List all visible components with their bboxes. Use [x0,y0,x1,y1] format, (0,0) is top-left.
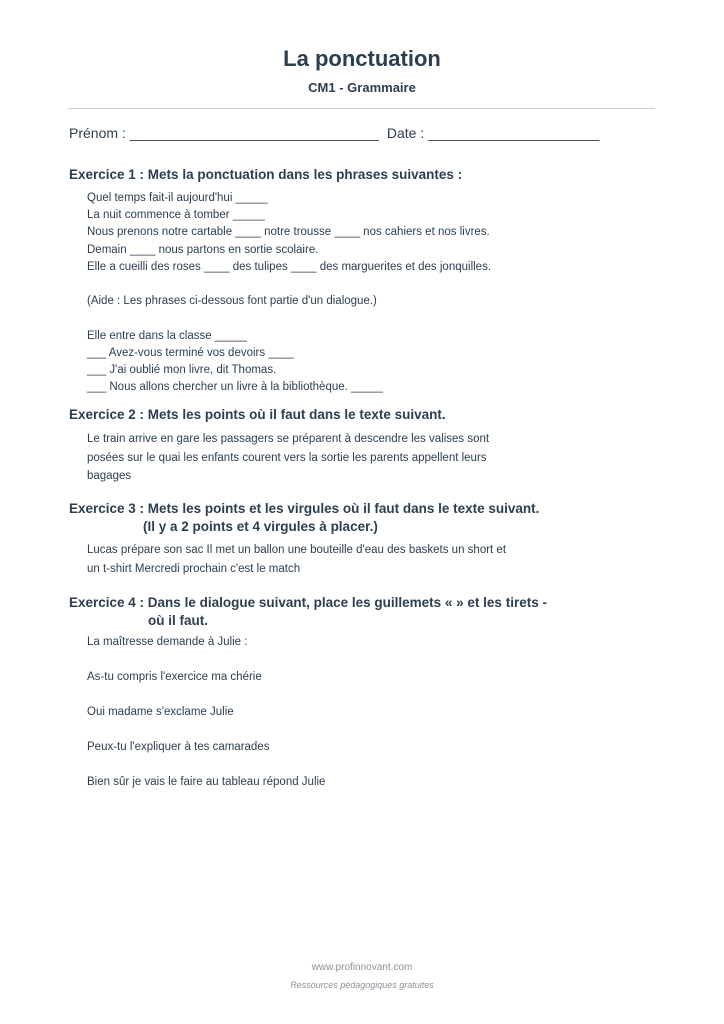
identity-line [69,125,599,141]
text-line: bagages [87,470,132,482]
dialogue-line: ___ Nous allons chercher un livre à la bibliothèque. _____ [87,381,384,394]
dialogue-line: La maîtresse demande à Julie : [87,636,248,648]
exercise-4-heading [69,594,547,630]
dialogue-line: As-tu compris l'exercice ma chérie [87,671,262,683]
exercise-2-text [87,430,547,486]
dialogue-line: Oui madame s'exclame Julie [87,706,234,718]
exercise-1-sentences [87,190,491,397]
exercise-1-heading: Exercice 1 : Mets la ponctuation dans les phrases suivantes : [69,167,463,182]
text-line: posées sur le quai les enfants courent vers la sortie les parents appellent leurs [87,451,487,464]
exercise-3-heading-note: (Il y a 2 points et 4 virgules à placer.) [143,519,378,534]
page-subtitle: CM1 - Grammaire [308,80,416,95]
dialogue-line: Elle entre dans la classe _____ [87,329,247,342]
dialogue-line: Peux-tu l'expliquer à tes camarades [87,741,270,753]
sentence-line: Elle a cueilli des roses ____ des tulipes ____ des marguerites et des jonquilles. [87,260,492,273]
exercise-2-heading: Exercice 2 : Mets les points où il faut dans le texte suivant. [69,407,446,422]
prenom-field: Prénom : ________________________________ [69,125,379,141]
sentence-line: Quel temps fait-il aujourd'hui _____ [87,192,268,204]
page-title: La ponctuation [283,46,441,71]
exercise-4-heading-main: Exercice 4 : Dans le dialogue suivant, place les guillemets « » et les tirets - [69,595,547,610]
dialogue-line: ___ Avez-vous terminé vos devoirs ____ [87,346,294,359]
footer-tagline: Ressources pédagogiques gratuites [290,980,434,990]
exercise-4-heading-cont: où il faut. [148,613,208,628]
dialogue-line: ___ J'ai oublié mon livre, dit Thomas. [87,364,277,377]
exercise-3-heading [69,500,539,536]
hint-line: (Aide : Les phrases ci-dessous font partie d'un dialogue.) [87,295,377,308]
text-line: Lucas prépare son sac Il met un ballon une bouteille d'eau des baskets un short et [87,544,507,556]
sentence-line: Demain ____ nous partons en sortie scolaire. [87,243,319,256]
footer-url: www.profinnovant.com [311,962,413,973]
sentence-line: La nuit commence à tomber _____ [87,209,265,222]
text-line: Le train arrive en gare les passagers se préparent à descendre les valises sont [87,433,490,445]
text-line: un t-shirt Mercredi prochain c'est le match [87,562,301,575]
dialogue-line: Bien sûr je vais le faire au tableau répond Julie [87,776,326,788]
exercise-3-text [87,541,547,578]
exercise-3-heading-main: Exercice 3 : Mets les points et les virgules où il faut dans le texte suivant. [69,501,540,516]
exercise-4-dialogue [87,634,325,809]
date-field: Date : ______________________ [386,125,600,141]
header-divider [68,108,655,109]
sentence-line: Nous prenons notre cartable ____ notre trousse ____ nos cahiers et nos livres. [87,226,490,239]
